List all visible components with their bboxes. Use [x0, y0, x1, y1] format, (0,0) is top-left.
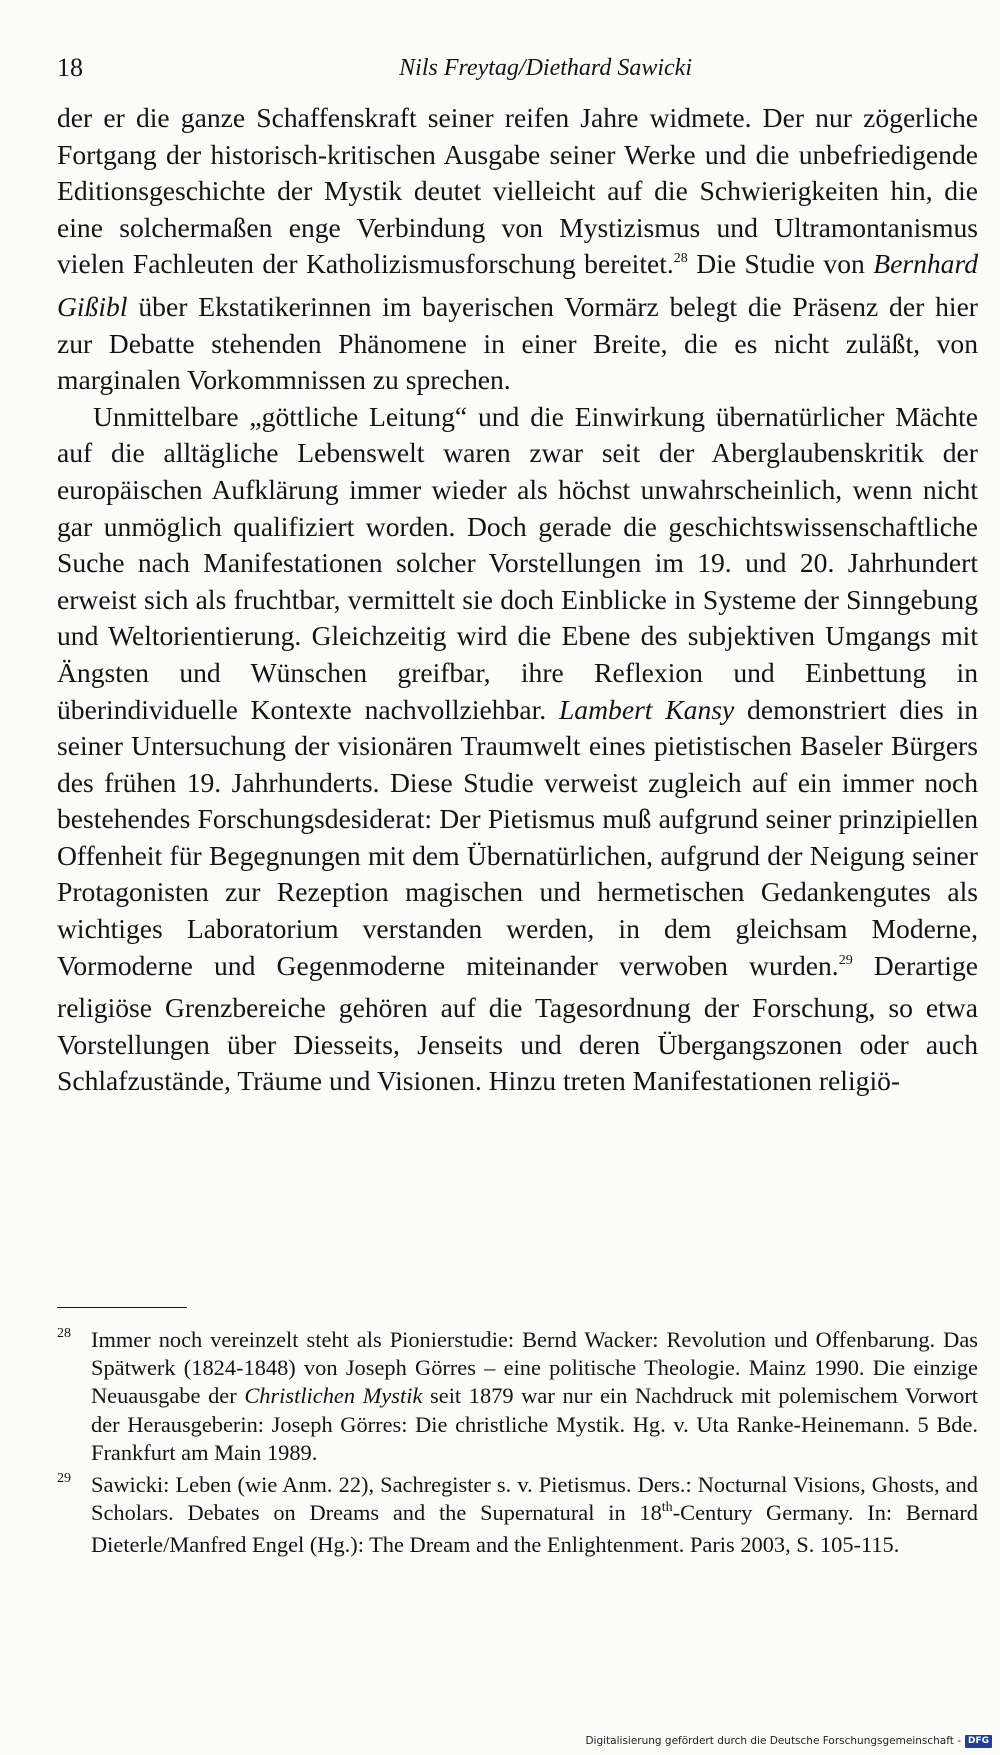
footnote-text-b: -Century Germany. In: Bernard Dieterle/Manfred Engel (Hg.): The Dream and the Enlightenment. Paris 2003, S. 105-115.	[91, 1500, 978, 1558]
footnote-separator	[57, 1307, 187, 1308]
footnote-reference-29[interactable]: 29	[838, 952, 853, 968]
paragraph-2	[57, 399, 978, 1100]
author-name-gissibl: Bernhard Gißibl	[57, 248, 978, 322]
page-number: 18	[57, 53, 83, 82]
paragraph-2-text-a: Unmittelbare „göttliche Leitung“ und die Einwirkung übernatürlicher Mächte auf die alltägliche Lebenswelt waren zwar seit der Aberglaubenskritik der europäischen Aufklärung immer wieder als höchst unwahrscheinlich, wenn nicht gar unmöglich qualifiziert worden. Doch gerade die geschichtswissenschaftliche Suche nach Manifestationen solcher Vorstellungen im 19. und 20. Jahrhundert erweist sich als fruchtbar, vermittelt sie doch Einblicke in Systeme der Sinngebung und Weltorientierung. Gleichzeitig wird die Ebene des subjektiven Umgangs mit Ängsten und Wünschen greifbar, ihre Reflexion und Einbettung in überindividuelle Kontexte nachvollziehbar.	[57, 400, 978, 725]
footnote-reference-28[interactable]: 28	[673, 251, 688, 267]
paragraph-2-text-c: Derartige religiöse Grenzbereiche gehören auf die Tagesordnung der Forschung, so etwa Vorstellungen über Diesseits, Jenseits und deren Übergangszonen oder auch Schlafzustände, Träume und Visionen. Hinzu treten Manifestationen religiö-	[57, 949, 978, 1097]
footnote-number: 29	[57, 1471, 71, 1487]
paragraph-2-text-b: demonstriert dies in seiner Untersuchung der visionären Traumwelt eines pietistischen Baseler Bürgers des frühen 19. Jahrhunderts. Diese Studie verweist zugleich auf ein immer noch bestehendes Forschungsdesiderat: Der Pietismus muß aufgrund seiner prinzipiellen Offenheit für Begegnungen mit dem Übernatürlichen, aufgrund der Neigung seiner Protagonisten zur Rezeption magischen und hermetischen Gedankengutes als wichtiges Laboratorium verstanden werden, in dem gleichsam Moderne, Vormoderne und Gegenmoderne miteinander verwoben wurden.	[57, 693, 979, 981]
paragraph-1-text-a: der er die ganze Schaffenskraft seiner reifen Jahre widmete. Der nur zögerliche Fortgang der historisch-kritischen Ausgabe seiner Werke und die unbefriedigende Editionsgeschichte der Mystik deutet vielleicht auf die Schwierigkeiten hin, die eine solchermaßen enge Verbindung von Mystizismus und Ultramontanismus vielen Fachleuten der Katholizismusforschung bereitet.	[57, 102, 978, 280]
running-title: Nils Freytag/Diethard Sawicki	[399, 55, 692, 81]
footnotes	[57, 1326, 978, 1564]
footnote-number: 28	[57, 1326, 71, 1341]
footnote-superscript: th	[661, 1500, 673, 1516]
footnote-text-b: seit 1879 war nur ein Nachdruck mit polemischem Vorwort der Herausgeberin: Joseph Görres: Die christliche Mystik. Hg. v. Uta Ranke-Heinemann. 5 Bde. Frankfurt am Main 1989.	[91, 1383, 978, 1465]
dfg-logo-icon: DFG	[965, 1735, 992, 1748]
paragraph-1	[57, 100, 978, 399]
page-header	[57, 50, 692, 86]
footnote-29	[57, 1471, 978, 1560]
author-name-kansy: Lambert Kansy	[558, 693, 735, 725]
footnote-28	[57, 1326, 978, 1467]
credit-text: Digitalisierung gefördert durch die Deutsche Forschungsgemeinschaft -	[585, 1735, 961, 1747]
footnote-text-a: Immer noch vereinzelt steht als Pionierstudie: Bernd Wacker: Revolution und Offenbarung. Das Spätwerk (1824-1848) von Joseph Görres – eine politische Theologie. Mainz 1990. Die einzige Neuausgabe der	[91, 1327, 978, 1409]
footnote-italic-title: Christlichen Mystik	[244, 1383, 423, 1409]
digitization-credit	[585, 1733, 992, 1749]
paragraph-1-text-c: über Ekstatikerinnen im bayerischen Vormärz belegt die Präsenz der hier zur Debatte stehenden Phänomene in einer Breite, die es nicht zuläßt, von marginalen Vorkommnissen zu sprechen.	[57, 290, 978, 396]
footnote-text-a: Sawicki: Leben (wie Anm. 22), Sachregister s. v. Pietismus. Ders.: Nocturnal Visions, Ghosts, and Scholars. Debates on Dreams and the Supernatural in 18	[91, 1472, 978, 1526]
paragraph-1-text-b: Die Studie von	[687, 248, 874, 280]
body-text	[57, 100, 978, 1100]
